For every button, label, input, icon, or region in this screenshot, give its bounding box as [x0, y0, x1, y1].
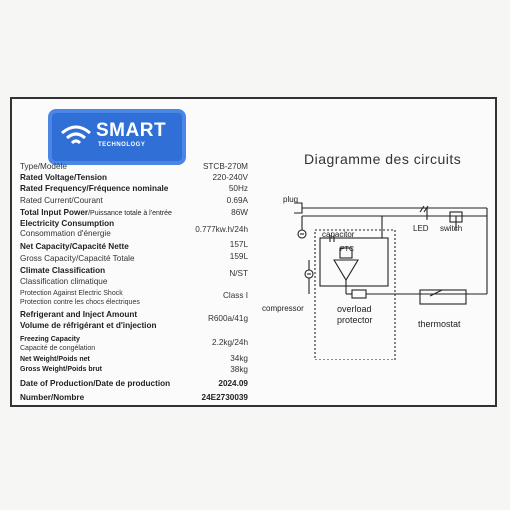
spec-label-frequency: Rated Frequency/Fréquence nominale — [20, 184, 169, 193]
spec-value-protection: Class I — [222, 291, 248, 300]
spec-label-date: Date of Production/Date de production — [20, 379, 171, 388]
spec-label-voltage: Rated Voltage/Tension — [20, 173, 108, 182]
spec-label-power — [20, 208, 172, 217]
spec-value-climate: N/ST — [229, 269, 248, 278]
brand-tagline: TECHNOLOGY — [98, 142, 146, 148]
spec-label-protection-fr: Protection contre les chocs électriques — [20, 299, 140, 306]
spec-label-consumption: Electricity Consumption — [20, 219, 115, 228]
spec-value-voltage: 220-240V — [212, 173, 248, 182]
spec-label-number: Number/Nombre — [20, 393, 85, 402]
circuit-diagram — [282, 190, 492, 360]
spec-label-net-weight: Net Weight/Poids net — [20, 356, 90, 363]
spec-label-gross-capacity: Gross Capacity/Capacité Totale — [20, 254, 135, 263]
spec-value-freezing: 2.2kg/24h — [212, 338, 248, 347]
wifi-icon — [58, 121, 94, 149]
spec-value-refrigerant: R600a/41g — [207, 314, 248, 323]
spec-label-freezing: Freezing Capacity — [20, 336, 80, 343]
spec-label-climate: Climate Classification — [20, 266, 106, 275]
spec-value-frequency: 50Hz — [228, 184, 248, 193]
diagram-title: Diagramme des circuits — [304, 151, 462, 167]
label-compressor: compressor — [262, 304, 304, 313]
spec-label-current: Rated Current/Courant — [20, 196, 103, 205]
label-plug: plug — [283, 195, 299, 204]
spec-value-current: 0.69A — [226, 196, 248, 205]
spec-label-refrigerant-fr: Volume de réfrigérant et d'injection — [20, 321, 157, 330]
label-ptc: PTC — [340, 246, 354, 253]
label-overload: overload — [337, 304, 372, 314]
label-switch: switch — [440, 224, 463, 233]
spec-value-gross-capacity: 159L — [229, 252, 248, 261]
label-capacitor: capacitor — [322, 230, 355, 239]
label-protector: protector — [337, 315, 373, 325]
spec-label-type: Type/Modèle — [20, 162, 67, 171]
label-led: LED — [413, 224, 429, 233]
brand-name: SMART — [96, 120, 167, 141]
spec-label-gross-weight: Gross Weight/Poids brut — [20, 366, 102, 373]
spec-label-refrigerant: Refrigerant and Inject Amount — [20, 310, 138, 319]
spec-label-consumption-fr: Consommation d'énergie — [20, 229, 111, 238]
spec-label-net-capacity: Net Capacity/Capacité Nette — [20, 242, 129, 251]
spec-value-gross-weight: 38kg — [230, 365, 248, 374]
spec-label-power-fr: /Puissance totale à l'entrée — [88, 210, 172, 217]
spec-value-consumption: 0.777kw.h/24h — [195, 225, 248, 234]
spec-value-number: 24E2730039 — [201, 393, 248, 402]
spec-value-type: STCB-270M — [202, 162, 248, 171]
spec-label-freezing-fr: Capacité de congélation — [20, 345, 96, 352]
spec-value-net-weight: 34kg — [230, 354, 248, 363]
spec-label-protection: Protection Against Electric Shock — [20, 290, 123, 297]
spec-value-date: 2024.09 — [218, 379, 248, 388]
spec-value-net-capacity: 157L — [229, 240, 248, 249]
spec-label-climate-fr: Classification climatique — [20, 277, 108, 286]
spec-label-power-en: Total Input Power — [20, 208, 89, 217]
spec-value-power: 86W — [231, 208, 248, 217]
label-thermostat: thermostat — [418, 319, 461, 329]
